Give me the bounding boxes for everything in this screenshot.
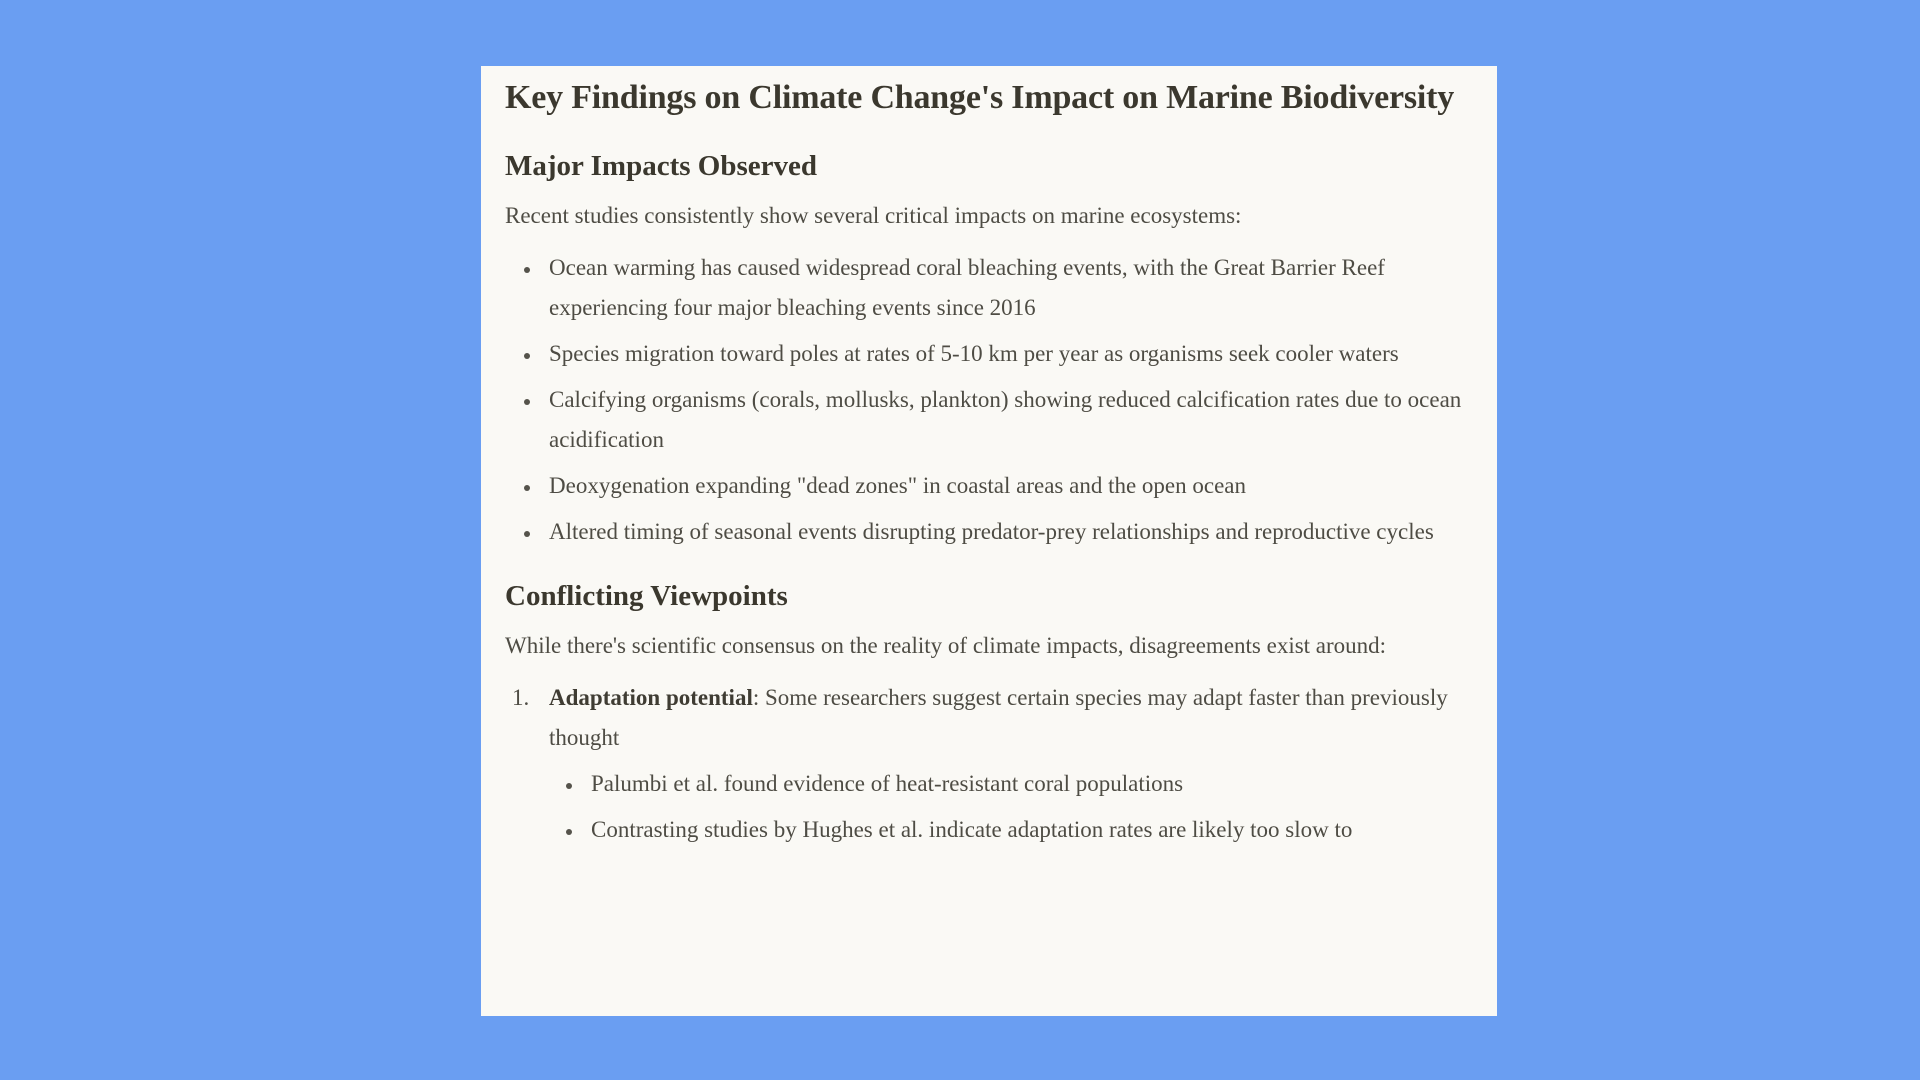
numbered-item-term: Adaptation potential	[549, 685, 753, 711]
impacts-intro: Recent studies consistently show several critical impacts on marine ecosystems:	[505, 202, 1242, 228]
numbered-item-text: : Some researchers suggest certain species may adapt faster than previously thought	[549, 685, 1448, 751]
adaptation-sub-list	[549, 764, 1473, 850]
list-item: Altered timing of seasonal events disrupting predator-prey relationships and reproductive cycles	[549, 512, 1473, 552]
list-item: Calcifying organisms (corals, mollusks, plankton) showing reduced calcification rates due to ocean acidification	[549, 380, 1473, 460]
section-heading-major-impacts: Major Impacts Observed	[505, 149, 817, 182]
document-title: Key Findings on Climate Change's Impact on Marine Biodiversity	[505, 79, 1455, 116]
section-heading-conflicting-viewpoints: Conflicting Viewpoints	[505, 579, 788, 612]
list-number: 1.	[512, 685, 530, 711]
list-item: Palumbi et al. found evidence of heat-resistant coral populations	[591, 764, 1473, 804]
list-item: Contrasting studies by Hughes et al. indicate adaptation rates are likely too slow to	[591, 810, 1473, 850]
viewpoints-intro: While there's scientific consensus on the reality of climate impacts, disagreements exist around:	[505, 633, 1387, 659]
list-item: Deoxygenation expanding "dead zones" in coastal areas and the open ocean	[549, 466, 1473, 506]
numbered-item	[512, 678, 1473, 850]
document-panel	[481, 66, 1497, 1016]
impacts-bullet-list	[505, 248, 1473, 552]
list-item: Species migration toward poles at rates of 5-10 km per year as organisms seek cooler waters	[549, 334, 1473, 374]
list-item: Ocean warming has caused widespread coral bleaching events, with the Great Barrier Reef experiencing four major bleaching events since 2016	[549, 248, 1473, 328]
viewpoints-numbered-list	[505, 678, 1473, 850]
